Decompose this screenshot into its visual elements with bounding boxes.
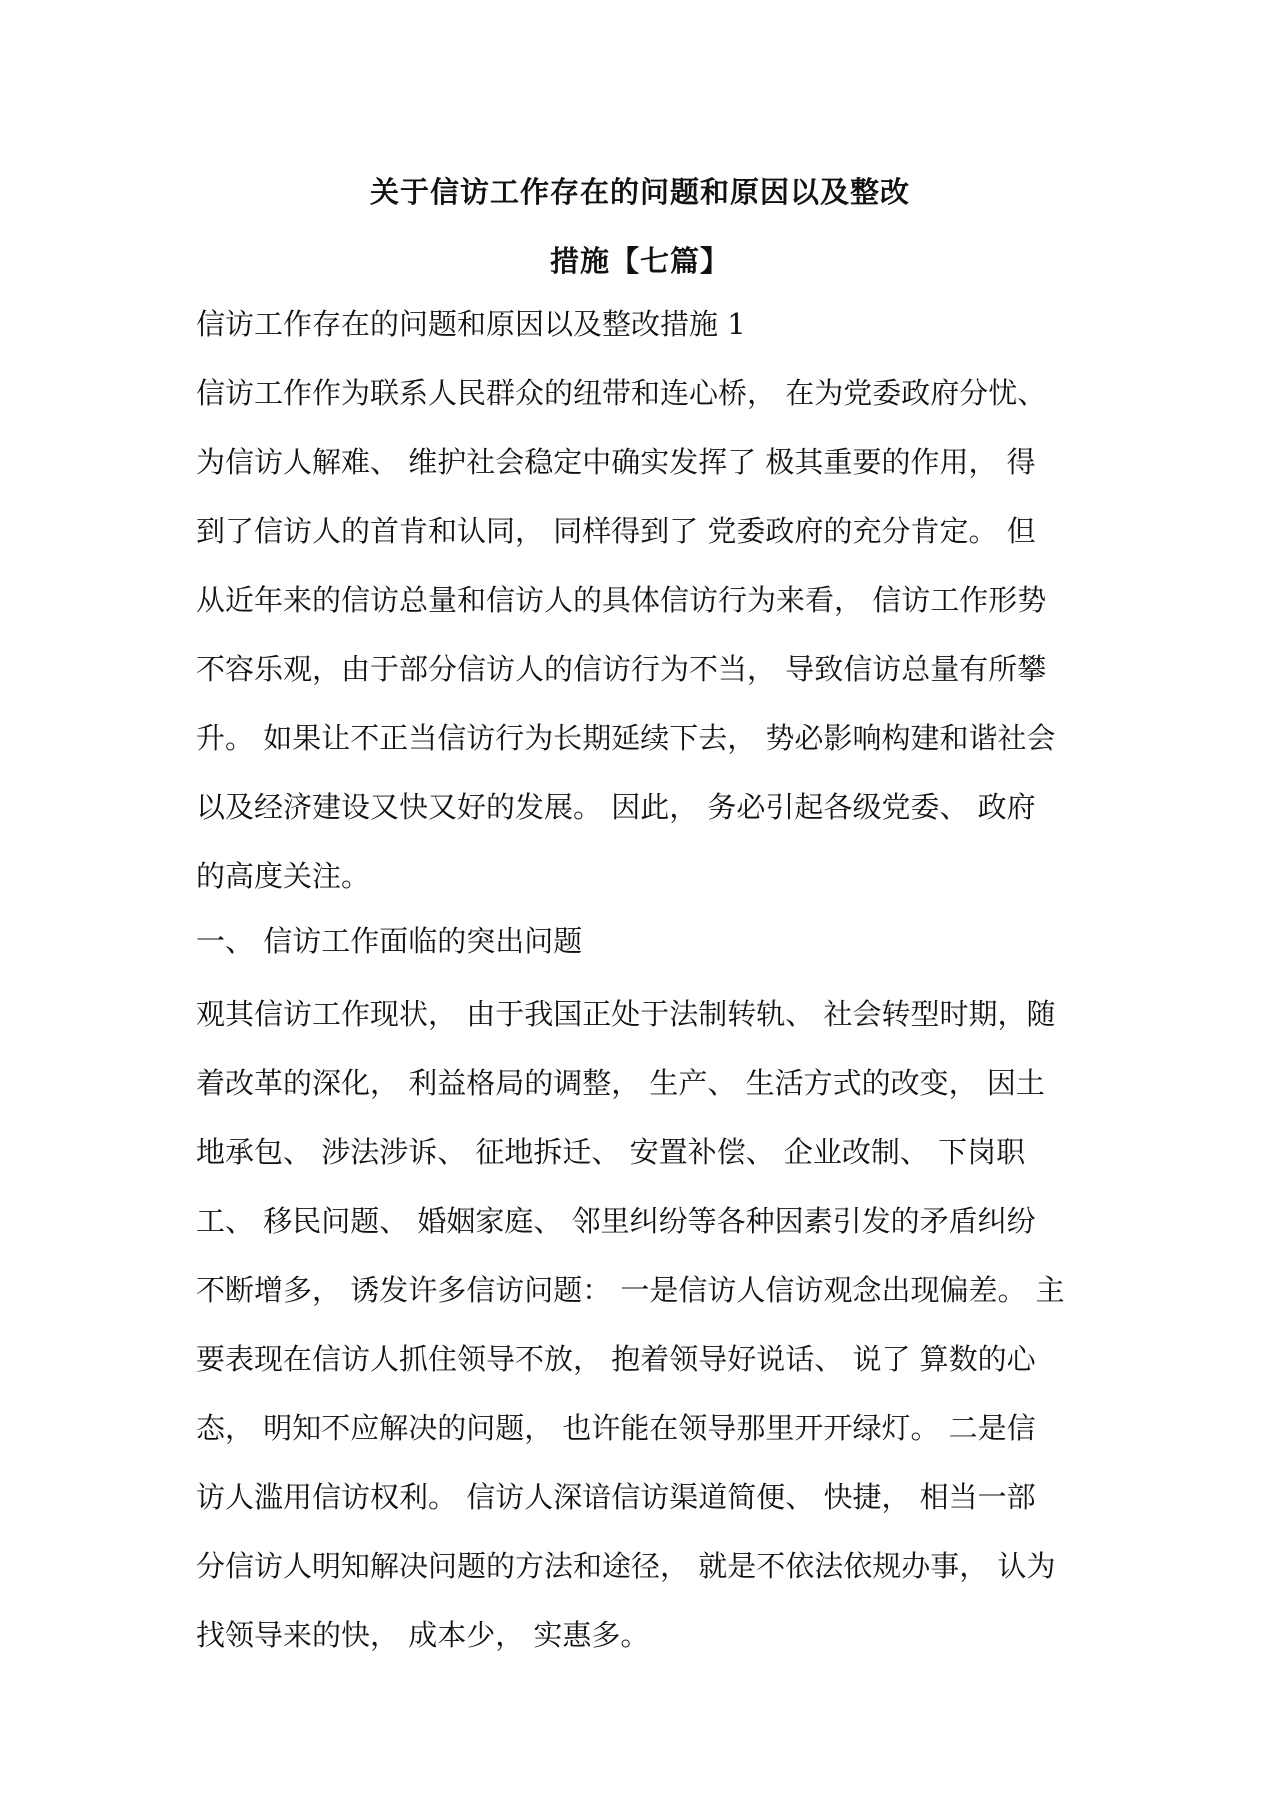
title-line: 关于信访工作存在的问题和原因以及整改 [369, 175, 910, 209]
paragraph-line: 的高度关注。 [196, 859, 371, 893]
paragraph-line: 从近年来的信访总量和信访人的具体信访行为来看， 信访工作形势 [196, 583, 1047, 617]
paragraph-1 [196, 359, 1096, 911]
paragraph-2 [196, 980, 1096, 1670]
paragraph-line: 找领导来的快， 成本少， 实惠多。 [196, 1618, 650, 1652]
paragraph-line: 升。 如果让不正当信访行为长期延续下去， 势必影响构建和谐社会 [196, 721, 1056, 755]
paragraph-line: 态， 明知不应解决的问题， 也许能在领导那里开开绿灯。 二是信 [196, 1411, 1036, 1445]
document-title [190, 158, 1090, 296]
section-subtitle: 信访工作存在的问题和原因以及整改措施 1 [196, 307, 746, 341]
paragraph-line: 信访工作作为联系人民群众的纽带和连心桥， 在为党委政府分忧、 [196, 376, 1047, 410]
paragraph-line: 要表现在信访人抓住领导不放， 抱着领导好说话、 说了 算数的心 [196, 1342, 1036, 1376]
paragraph-line: 工、 移民问题、 婚姻家庭、 邻里纠纷等各种因素引发的矛盾纠纷 [196, 1204, 1036, 1238]
paragraph-line: 地承包、 涉法涉诉、 征地拆迁、 安置补偿、 企业改制、 下岗职 [196, 1135, 1026, 1169]
paragraph-line: 着改革的深化， 利益格局的调整， 生产、 生活方式的改变， 因土 [196, 1066, 1045, 1100]
paragraph-line: 分信访人明知解决问题的方法和途径， 就是不依法依规办事， 认为 [196, 1549, 1056, 1583]
title-line: 措施【七篇】 [549, 244, 730, 278]
section-heading: 一、 信访工作面临的突出问题 [196, 924, 583, 958]
paragraph-line: 不容乐观，由于部分信访人的信访行为不当， 导致信访总量有所攀 [196, 652, 1047, 686]
paragraph-line: 访人滥用信访权利。 信访人深谙信访渠道简便、 快捷， 相当一部 [196, 1480, 1036, 1514]
paragraph-line: 以及经济建设又快又好的发展。 因此， 务必引起各级党委、 政府 [196, 790, 1036, 824]
paragraph-line: 观其信访工作现状， 由于我国正处于法制转轨、 社会转型时期，随 [196, 997, 1056, 1031]
paragraph-line: 到了信访人的首肯和认同， 同样得到了 党委政府的充分肯定。 但 [196, 514, 1036, 548]
paragraph-line: 为信访人解难、 维护社会稳定中确实发挥了 极其重要的作用， 得 [196, 445, 1036, 479]
paragraph-line: 不断增多， 诱发许多信访问题： 一是信访人信访观念出现偏差。 主 [196, 1273, 1065, 1307]
